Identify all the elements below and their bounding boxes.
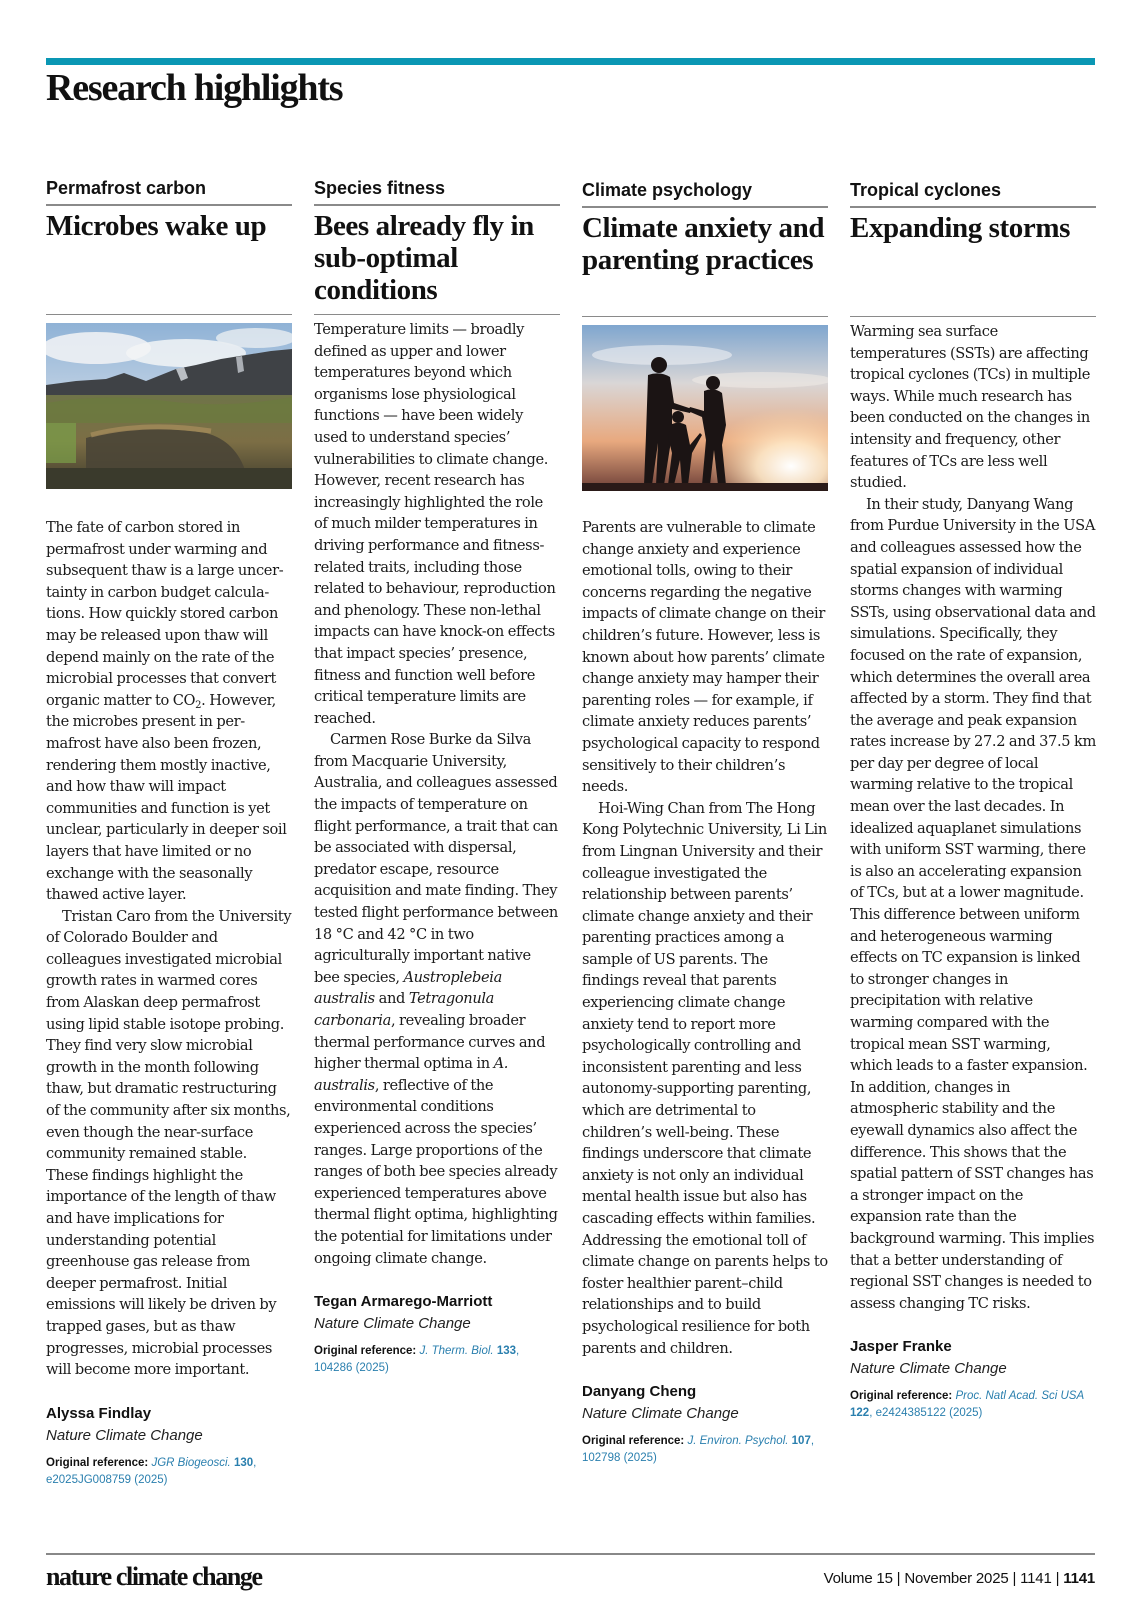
section-label: Species fitness [314,178,446,198]
page-start: 1141 [1020,1570,1052,1587]
section-label: Tropical cyclones [850,180,1002,200]
reference-label: Original reference: [850,1390,953,1403]
journal-logo: nature climate change [46,1562,262,1591]
article-species-fitness [314,176,560,1377]
author-name: Jasper Franke [850,1338,952,1356]
divider [582,206,828,208]
divider [314,204,560,206]
article-tropical-cyclones [850,178,1096,1422]
reference-link[interactable]: JGR Biogeosci. 130, e2025JG008759 (2025) [46,1456,257,1486]
divider [850,316,1096,318]
article-headline: Expanding storms [850,211,1071,244]
author-name: Alyssa Findlay [46,1404,152,1422]
page-number: 1141 [1063,1570,1095,1587]
paragraph: Parents are vulnerable to climate change anxiety and experience emotional tolls, owing to their concerns regarding the negative impacts of climate change on their children’s future. However, less is known about how parents’ climate change anxiety may hamper their parenting roles — for example, if climate anxiety reduces parents’ psychological capacity to respond sensitively to their children’s needs. [582,519,825,796]
divider [314,314,560,316]
article-body [582,517,828,1359]
journal-name: Nature Climate Change [850,1360,1007,1378]
issue-info: Volume 15 | November 2025 | 1141 | 1141 [823,1570,1095,1587]
reference-label: Original reference: [314,1345,417,1358]
divider [46,314,292,316]
paragraph: Carmen Rose Burke da Silva from Macquarie University, Australia, and colleagues assessed the impacts of temperature on flight performance, a trait that can be associated with dispersal, predator escape, resource acquisition and mate finding. They tested flight performance between 18 °C and 42 °C in two agriculturally important native bee species, Austroplebeia australis and Tetragonula carbonaria, revealing broader thermal performance curves and higher thermal optima in A. australis, reflective of the environmental conditions experienced across the species’ ranges. Large proportions of the ranges of both bee species already experienced temperatures above thermal flight optima, highlighting the potential for limitations under ongoing climate change. [314,731,558,1267]
article-headline: Climate anxiety and parenting practices [582,211,825,276]
paragraph: Hoi-Wing Chan from The Hong Kong Polytechnic University, Li Lin from Lingnan University and their colleague investigated the relationship between parents’ climate change anxiety and their parenting practices among a sample of US parents. The findings reveal that parents experiencing climate change anxiety tend to report more psychologically controlling and inconsistent parenting and less autonomy-supporting parenting, which are detrimental to children’s well-being. These findings underscore that climate anxiety is not only an individual mental health issue but also has cascading effects within families. Addressing the emotional toll of climate change on parents helps to foster healthier parent–child relationships and to build psychological resilience for both parents and children. [582,799,828,1357]
reference-label: Original reference: [46,1456,149,1469]
article-permafrost-carbon [46,176,292,1489]
author-name: Tegan Armarego-Marriott [314,1293,493,1311]
original-reference [850,1388,1096,1422]
section-label: Climate psychology [582,180,753,200]
journal-name: Nature Climate Change [46,1426,203,1444]
footer-divider [46,1553,1095,1555]
original-reference [582,1433,828,1467]
divider [850,206,1096,208]
reference-link[interactable]: J. Environ. Psychol. 107, 102798 (2025) [582,1435,815,1465]
paragraph: Tristan Caro from the University of Colorado Boulder and colleagues investigated microbial growth rates in warmed cores from Alaskan deep permafrost using lipid stable isotope probing. They find very slow microbial growth in the month following thaw, but dramatic restructuring of the community after six months, even though the near-surface community remained stable. These findings highlight the importance of the length of thaw and have implications for understanding potential greenhouse gas release from deeper permafrost. Initial emissions will likely be driven by trapped gases, but as thaw progresses, microbial processes will become more important. [46,907,292,1379]
article-body [46,517,292,1381]
article-body [314,319,560,1269]
journal-name: Nature Climate Change [582,1405,739,1423]
section-label: Permafrost carbon [46,178,207,198]
article-climate-psychology [582,178,828,1467]
original-reference [46,1455,292,1489]
paragraph: In their study, Danyang Wang from Purdue University in the USA and colleagues assessed how the spatial expansion of individual storms changes with warming SSTs, using observational data and simulations. Specifically, they focused on the rate of expansion, which determines the overall area affected by a storm. They find that the average and peak expansion rates increase by 27.2 and 37.5 km per day per degree of local warming relative to the tropical mean over the last decades. In idealized aquaplanet simulations with uniform SST warming, there is also an accelerating expansion of TCs, but at a lower magnitude. This difference between uniform and heterogeneous warming effects on TC expansion is linked to stronger changes in precipitation with relative warming compared with the tropical mean SST warming, which leads to a faster expansion. In addition, changes in atmospheric stability and the eyewall dynamics also affect the difference. This shows that the spatial pattern of SST changes has a stronger impact on the expansion rate than the background warming. This implies that a better understanding of regional SST changes is needed to assess changing TC risks. [850,495,1096,1312]
author-name: Danyang Cheng [582,1383,697,1401]
article-body [850,321,1096,1314]
issue-date: November 2025 [904,1570,1009,1587]
reference-link[interactable]: J. Therm. Biol. 133, 104286 (2025) [314,1345,520,1375]
journal-name: Nature Climate Change [314,1315,471,1333]
permafrost-landscape-photo [46,323,292,489]
paragraph: The fate of carbon stored in permafrost under warming and subsequent thaw is a large uncertainty in carbon budget calculations. How quickly stored carbon may be released upon thaw will depend mainly on the rate of the microbial processes that convert organic matter to $CO_2$. However, the microbes present in permafrost have also been frozen, rendering them mostly inactive, and how thaw will impact communities and function is yet unclear, particularly in deeper soil layers that have limited or no exchange with the seasonally thawed active layer. [46,519,287,904]
family-silhouette-sunset-photo [582,325,828,491]
paragraph: Warming sea surface temperatures (SSTs) are affecting tropical cyclones (TCs) in multiple ways. While much research has been conducted on the changes in intensity and frequency, other features of TCs are less well studied. [850,323,1090,492]
paragraph: Temperature limits — broadly defined as upper and lower temperatures beyond which organisms lose physiological functions — have been widely used to understand species’ vulnerabilities to climate change. However, recent research has increasingly highlighted the role of much milder temperatures in driving performance and fitness-related traits, including those related to behaviour, reproduction and phenology. These non-lethal impacts can have knock-on effects that impact species’ presence, fitness and function well before critical temperature limits are reached. [314,321,556,727]
reference-label: Original reference: [582,1435,685,1448]
volume: Volume 15 [823,1570,893,1587]
divider [46,204,292,206]
reference-link[interactable]: Proc. Natl Acad. Sci USA 122, e2424385122 (2025) [850,1390,1085,1420]
page-title: Research highlights [46,67,343,109]
header-accent-bar [46,58,1095,65]
article-headline: Microbes wake up [46,209,267,242]
divider [582,316,828,318]
article-headline: Bees already fly in sub-optimal conditions [314,209,534,306]
original-reference [314,1343,560,1377]
